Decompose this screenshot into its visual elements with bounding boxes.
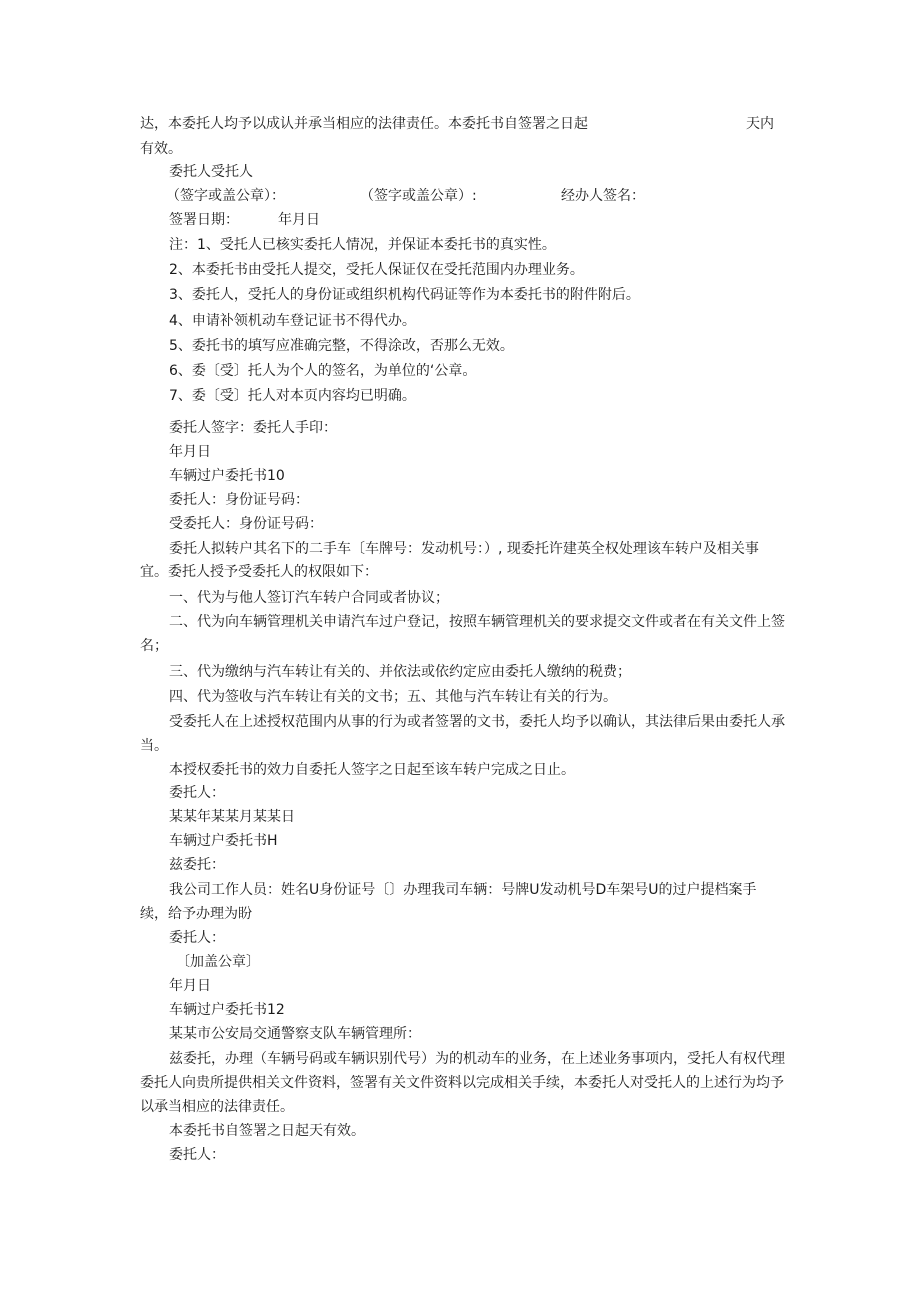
authority-item: 二、代为向车辆管理机关申请汽车过户登记，按照车辆管理机关的要求提交文件或者在有关文件上签 <box>169 614 785 630</box>
parties-heading: 委托人受托人 <box>169 164 253 180</box>
handler-signature-label: 经办人签名： <box>561 188 645 204</box>
seal-label: 〔加盖公章〕 <box>176 954 260 970</box>
paragraph-line: 委托人向贵所提供相关文件资料，签署有关文件资料以完成相关手续，本委托人对受托人的上述行为均予 <box>140 1075 784 1091</box>
note-item: 4、申请补领机动车登记证书不得代办。 <box>169 313 416 329</box>
date-line: 年月日 <box>169 978 211 994</box>
principal-signature-label: （签字或盖公章）： <box>166 188 285 204</box>
note-item: 2、本委托书由受托人提交，受托人保证仅在受托范围内办理业务。 <box>169 262 584 278</box>
paragraph-line: 以承当相应的法律责任。 <box>140 1099 294 1115</box>
paragraph-line: 当。 <box>140 738 168 754</box>
principal-label: 委托人： <box>169 1147 225 1163</box>
authority-item-cont: 名； <box>140 638 168 654</box>
principal-label: 委托人： <box>169 930 225 946</box>
section-title: 车辆过户委托书H <box>169 833 278 849</box>
paragraph-line: 兹委托，办理（车辆号码或车辆识别代号）为的机动车的业务，在上述业务事项内，受托人有权代理 <box>169 1051 785 1067</box>
agent-id-line: 受委托人：身份证号码： <box>169 516 323 532</box>
top-line-1: 达，本委托人均予以成认并承当相应的法律责任。本委托书自签署之日起 <box>140 116 588 132</box>
paragraph-line: 续，给予办理为盼 <box>140 906 252 922</box>
note-item: 5、委托书的填写应准确完整，不得涂改，否那么无效。 <box>169 338 514 354</box>
top-line-2: 有效。 <box>140 141 182 157</box>
authority-item: 三、代为缴纳与汽车转让有关的、并依法或依约定应由委托人缴纳的税费； <box>169 664 631 680</box>
signing-date-label: 签署日期： <box>169 212 239 228</box>
signing-date-value: 年月日 <box>278 212 320 228</box>
paragraph-line: 委托人拟转户其名下的二手车〔车牌号：发动机号：）, 现委托许建英全权处理该车转户及相关事 <box>169 541 759 557</box>
paragraph-line: 本授权委托书的效力自委托人签字之日起至该车转户完成之日止。 <box>169 762 575 778</box>
agent-signature-label: （签字或盖公章）: <box>360 188 477 204</box>
paragraph-line: 受委托人在上述授权范围内从事的行为或者签署的文书，委托人均予以确认，其法律后果由委托人承 <box>169 714 785 730</box>
paragraph-line: 我公司工作人员：姓名U身份证号〔〕办理我司车辆：号牌U发动机号D车架号U的过户提档案手 <box>169 882 757 898</box>
principal-label: 委托人： <box>169 785 225 801</box>
signature-thumbprint-label: 委托人签字：委托人手印： <box>169 420 337 436</box>
note-item: 3、委托人，受托人的身份证或组织机构代码证等作为本委托书的附件附后。 <box>169 287 640 303</box>
date-line: 某某年某某月某某日 <box>169 809 295 825</box>
section-title: 车辆过户委托书10 <box>169 468 285 484</box>
addressee-line: 某某市公安局交通警察支队车辆管理所： <box>169 1026 421 1042</box>
paragraph-line: 宜。委托人授予受委托人的权限如下： <box>140 564 378 580</box>
authority-item: 一、代为与他人签订汽车转户合同或者协议； <box>169 590 449 606</box>
section-title: 车辆过户委托书12 <box>169 1002 285 1018</box>
principal-id-line: 委托人：身份证号码： <box>169 492 309 508</box>
paragraph-line: 本委托书自签署之日起天有效。 <box>169 1123 365 1139</box>
top-line-1-end: 天内 <box>746 116 774 132</box>
note-item: 注：1、受托人已核实委托人情况，并保证本委托书的真实性。 <box>169 237 556 253</box>
authority-item: 四、代为签收与汽车转让有关的文书；五、其他与汽车转让有关的行为。 <box>169 689 617 705</box>
date-line: 年月日 <box>169 444 211 460</box>
greeting-line: 兹委托： <box>169 857 225 873</box>
note-item: 7、委〔受〕托人对本页内容均已明确。 <box>169 388 416 404</box>
note-item: 6、委〔受〕托人为个人的签名，为单位的‘公章。 <box>169 363 477 379</box>
